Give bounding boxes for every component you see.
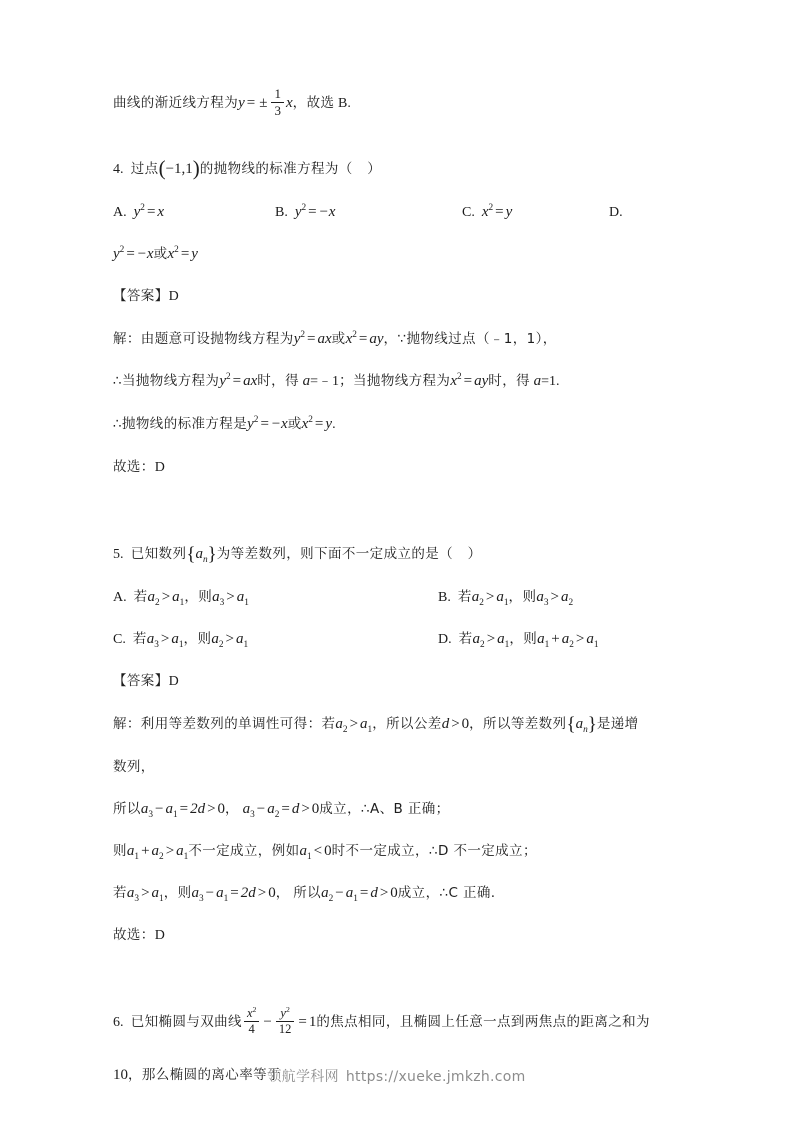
q5-solution-text-4d: 成立， (397, 885, 440, 901)
q4-conclusion-value: D (154, 460, 165, 475)
q5-solution-text-2a: 所以 (113, 801, 141, 817)
therefore-symbol-5: ∴ (439, 885, 449, 901)
q4-solution-text-2a: 当抛物线方程为 (122, 373, 220, 389)
carryover-comma: ， (292, 95, 307, 111)
q4-solution-head: 解：由题意可设抛物线方程为 (113, 331, 294, 347)
q5-solution-text-1b: ，所以公差 (372, 716, 442, 732)
carryover-answer: B. (338, 96, 351, 111)
carryover-prefix: 曲线的渐近线方程为 (113, 95, 239, 111)
q4-option-c[interactable] (462, 197, 512, 228)
q4-solution-line-2 (113, 366, 685, 397)
fraction-one-third: $\frac{1}{3}$ (271, 87, 284, 117)
q6-hyperbola-equation: $\frac{x^2}{4}$ − $\frac{y^2}{12}$ = 1 (242, 1014, 316, 1030)
q5-answer-label: 【答案】 (113, 673, 169, 689)
q4-solution-or-3: 或 (287, 416, 302, 432)
q4-stem (113, 153, 685, 185)
q5-solution-text-3b: 不一定成立，例如 (188, 843, 300, 859)
q4-answer-label: 【答案】 (113, 288, 169, 304)
q5-solution-tail-4: C 正确. (448, 885, 496, 901)
q4-a-value-2: a (533, 373, 542, 389)
because-symbol: ∵ (397, 331, 407, 347)
therefore-symbol-4: ∴ (428, 843, 438, 859)
therefore-symbol-3: ∴ (360, 801, 370, 817)
q5-sol-ineq-4: $a_3 > a_1$ (126, 885, 164, 904)
q5-option-d-expr: $a_1 + a_2 > a_1$ (537, 631, 599, 650)
q4-options-row (113, 197, 685, 227)
q6-stem (113, 1004, 685, 1038)
q4-a-value-1: a (302, 373, 311, 389)
q5-solution-line-1-wrap (113, 752, 685, 782)
q4-option-b[interactable] (275, 197, 335, 228)
footer-site-name: 领航学科网 (267, 1069, 339, 1085)
q5-conclusion-label: 故选： (113, 927, 155, 943)
q5-solution-text-1d: 是递增 (596, 716, 639, 732)
fraction-y2-over-12: $\frac{y^2}{12}$ (276, 1007, 295, 1036)
q5-solution-text-4b: 则 (177, 885, 192, 901)
q4-solution-eq-3: $y^2$ = ax (219, 372, 258, 389)
q5-options-row-2 (113, 624, 685, 654)
q5-solution-line-3 (113, 836, 685, 866)
q4-option-d-label: D. (609, 205, 623, 220)
q5-solution-tail-2: A、B 正确； (369, 801, 450, 817)
q5-common-difference: d > 0 (441, 716, 470, 732)
q6-number: 6. (113, 1015, 124, 1030)
q4-option-d-or: 或 (153, 246, 168, 262)
footer-watermark (0, 1066, 793, 1086)
q4-option-d[interactable] (609, 197, 630, 228)
q5-stem-text-2: 为等差数列，则下面不一定成立的是（ (216, 546, 454, 562)
q4-stem-text-1: 过点 (130, 161, 159, 177)
q6-stem-text-1: 已知椭圆与双曲线 (130, 1014, 242, 1030)
footer-url: https://xueke.jmkzh.com (345, 1069, 526, 1085)
q5-sol-eq-5: $a_3 - a_1 = 2d > 0$ (191, 885, 276, 904)
q4-number: 4. (113, 162, 124, 177)
q5-solution-text-3c: 时不一定成立， (331, 843, 429, 859)
q5-options-row-1 (113, 582, 685, 612)
q4-solution-line-3 (113, 409, 685, 440)
q6-sum-value: 10 (113, 1067, 128, 1083)
q5-stem-text-1: 已知数列 (130, 546, 187, 562)
q5-sequence-notation-sol: $\{a_n\}$ (566, 714, 597, 735)
q4-solution-eq-1: $y^2$ = ax (293, 330, 332, 347)
q5-solution-text-3a: 则 (113, 843, 127, 859)
q5-option-a[interactable]: A. 若$a_2 > a_1$，则$a_3 > a_1$ (113, 589, 249, 608)
q5-solution-text-4a: 若 (113, 885, 127, 901)
q4-solution-text-2b: 时，得 (257, 373, 299, 389)
q4-solution-or-1: 或 (331, 331, 346, 347)
fraction-x2-over-4: $\frac{x^2}{4}$ (244, 1007, 259, 1036)
q4-solution-eq-5: $y^2 = -x$ (247, 415, 288, 432)
q5-option-d-label: D. (438, 632, 452, 647)
q5-sequence-notation: $\{a_n\}$ (186, 544, 217, 565)
q5-solution-comma-2: ， (225, 801, 239, 817)
q5-stem-close: ） (467, 546, 482, 562)
q4-a-value-1-num: =﹣1； (310, 374, 354, 389)
q5-sol-eq-4: $a_1 < 0$ (299, 843, 332, 862)
q5-answer-value: D (168, 674, 179, 689)
q5-solution-line-4 (113, 878, 685, 908)
q5-sol-ineq-1: $a_2 > a_1$ (335, 716, 373, 735)
q4-stem-text-2: 的抛物线的标准方程为（ (199, 161, 353, 177)
q4-option-d-continuation (113, 239, 685, 269)
q5-sol-eq-6: $a_2 - a_1 = d > 0$ (321, 885, 398, 904)
q5-solution-text-4c: 所以 (293, 885, 322, 901)
q5-option-c-label: C. (113, 632, 126, 647)
q5-option-d[interactable]: D. 若$a_2 > a_1$，则$a_1 + a_2 > a_1$ (438, 631, 599, 650)
q5-answer (113, 666, 685, 697)
q4-option-c-math: $x^2 = y$ (481, 203, 513, 220)
carryover-line (113, 88, 685, 119)
q5-solution-text-1c: ，所以等差数列 (469, 716, 567, 732)
q4-solution-text-2d: 时，得 (488, 373, 530, 389)
q4-option-a-math: $y^2 = x$ (133, 203, 165, 220)
q5-sol-eq-2: $a_3 - a_2 = d > 0$ (242, 801, 320, 820)
q4-answer (113, 281, 685, 312)
q5-number: 5. (113, 547, 124, 562)
q5-sol-eq-3: $a_1 + a_2 > a_1$ (126, 843, 189, 862)
q6-stem-text-2: 的焦点相同，且椭圆上任意一点到两焦点的距离之和为 (316, 1014, 650, 1030)
q4-solution-text-3: 抛物线的标准方程是 (122, 416, 248, 432)
q4-a-value-2-num: =1. (541, 374, 560, 389)
q4-option-d-math-2: $x^2 = y$ (167, 245, 198, 262)
q4-point: (−1,1) (158, 156, 200, 180)
q5-conclusion (113, 920, 685, 951)
q4-solution-text-2c: 当抛物线方程为 (353, 373, 451, 389)
q5-option-b-label: B. (438, 590, 451, 605)
q4-solution-comma-1: ， (383, 331, 398, 347)
q5-option-c[interactable]: C. 若$a_3 > a_1$，则$a_2 > a_1$ (113, 631, 249, 650)
q5-conclusion-value: D (154, 928, 165, 943)
q4-option-d-math: $y^2 = -x$ (113, 245, 154, 262)
q4-option-b-math: $y^2 = -x$ (294, 203, 336, 220)
q5-solution-line-1 (113, 709, 685, 740)
q5-solution-tail-3: D 不一定成立； (437, 843, 537, 859)
q4-answer-value: D (168, 289, 179, 304)
q5-solution-line-2 (113, 794, 685, 824)
q4-solution-period: . (332, 417, 336, 432)
q4-solution-tail-1: 抛物线过点（﹣1，1）， (406, 331, 557, 347)
q4-solution-eq-2: $x^2$ = ay (345, 330, 384, 347)
q5-solution-wrap-text: 数列， (113, 759, 155, 775)
q4-stem-close: ） (367, 161, 382, 177)
q6-stem-text-3: ，那么椭圆的离心率等于 (128, 1067, 281, 1083)
q5-solution-comma-4a: ， (163, 885, 178, 901)
q4-option-a-label: A. (113, 205, 127, 220)
q5-option-a-label: A. (113, 590, 127, 605)
q5-solution-head: 解：利用等差数列的单调性可得：若 (113, 716, 336, 732)
therefore-symbol: ∴ (113, 373, 122, 389)
q4-option-c-label: C. (462, 205, 475, 220)
carryover-suffix: 故选 (306, 95, 335, 111)
q4-solution-eq-6: $x^2 = y$ (301, 415, 333, 432)
q4-solution-line-1 (113, 324, 685, 354)
q4-conclusion-label: 故选： (113, 459, 155, 475)
q4-solution-eq-4: $x^2$ = ay (450, 372, 489, 389)
q5-sol-eq-1: $a_3 - a_1 = 2d > 0$ (140, 801, 226, 820)
page-content (113, 88, 685, 1090)
q5-stem (113, 539, 685, 570)
q5-solution-text-2b: 成立， (319, 801, 361, 817)
q4-conclusion (113, 452, 685, 483)
q5-option-b[interactable]: B. 若$a_2 > a_1$，则$a_3 > a_2$ (438, 589, 574, 608)
therefore-symbol-2: ∴ (113, 416, 122, 432)
carryover-equation: y = ± $\frac{1}{3}$ x (238, 86, 293, 119)
q4-option-b-label: B. (275, 205, 288, 220)
q4-option-a[interactable] (113, 197, 164, 228)
q5-solution-comma-4b: ， (275, 885, 290, 901)
